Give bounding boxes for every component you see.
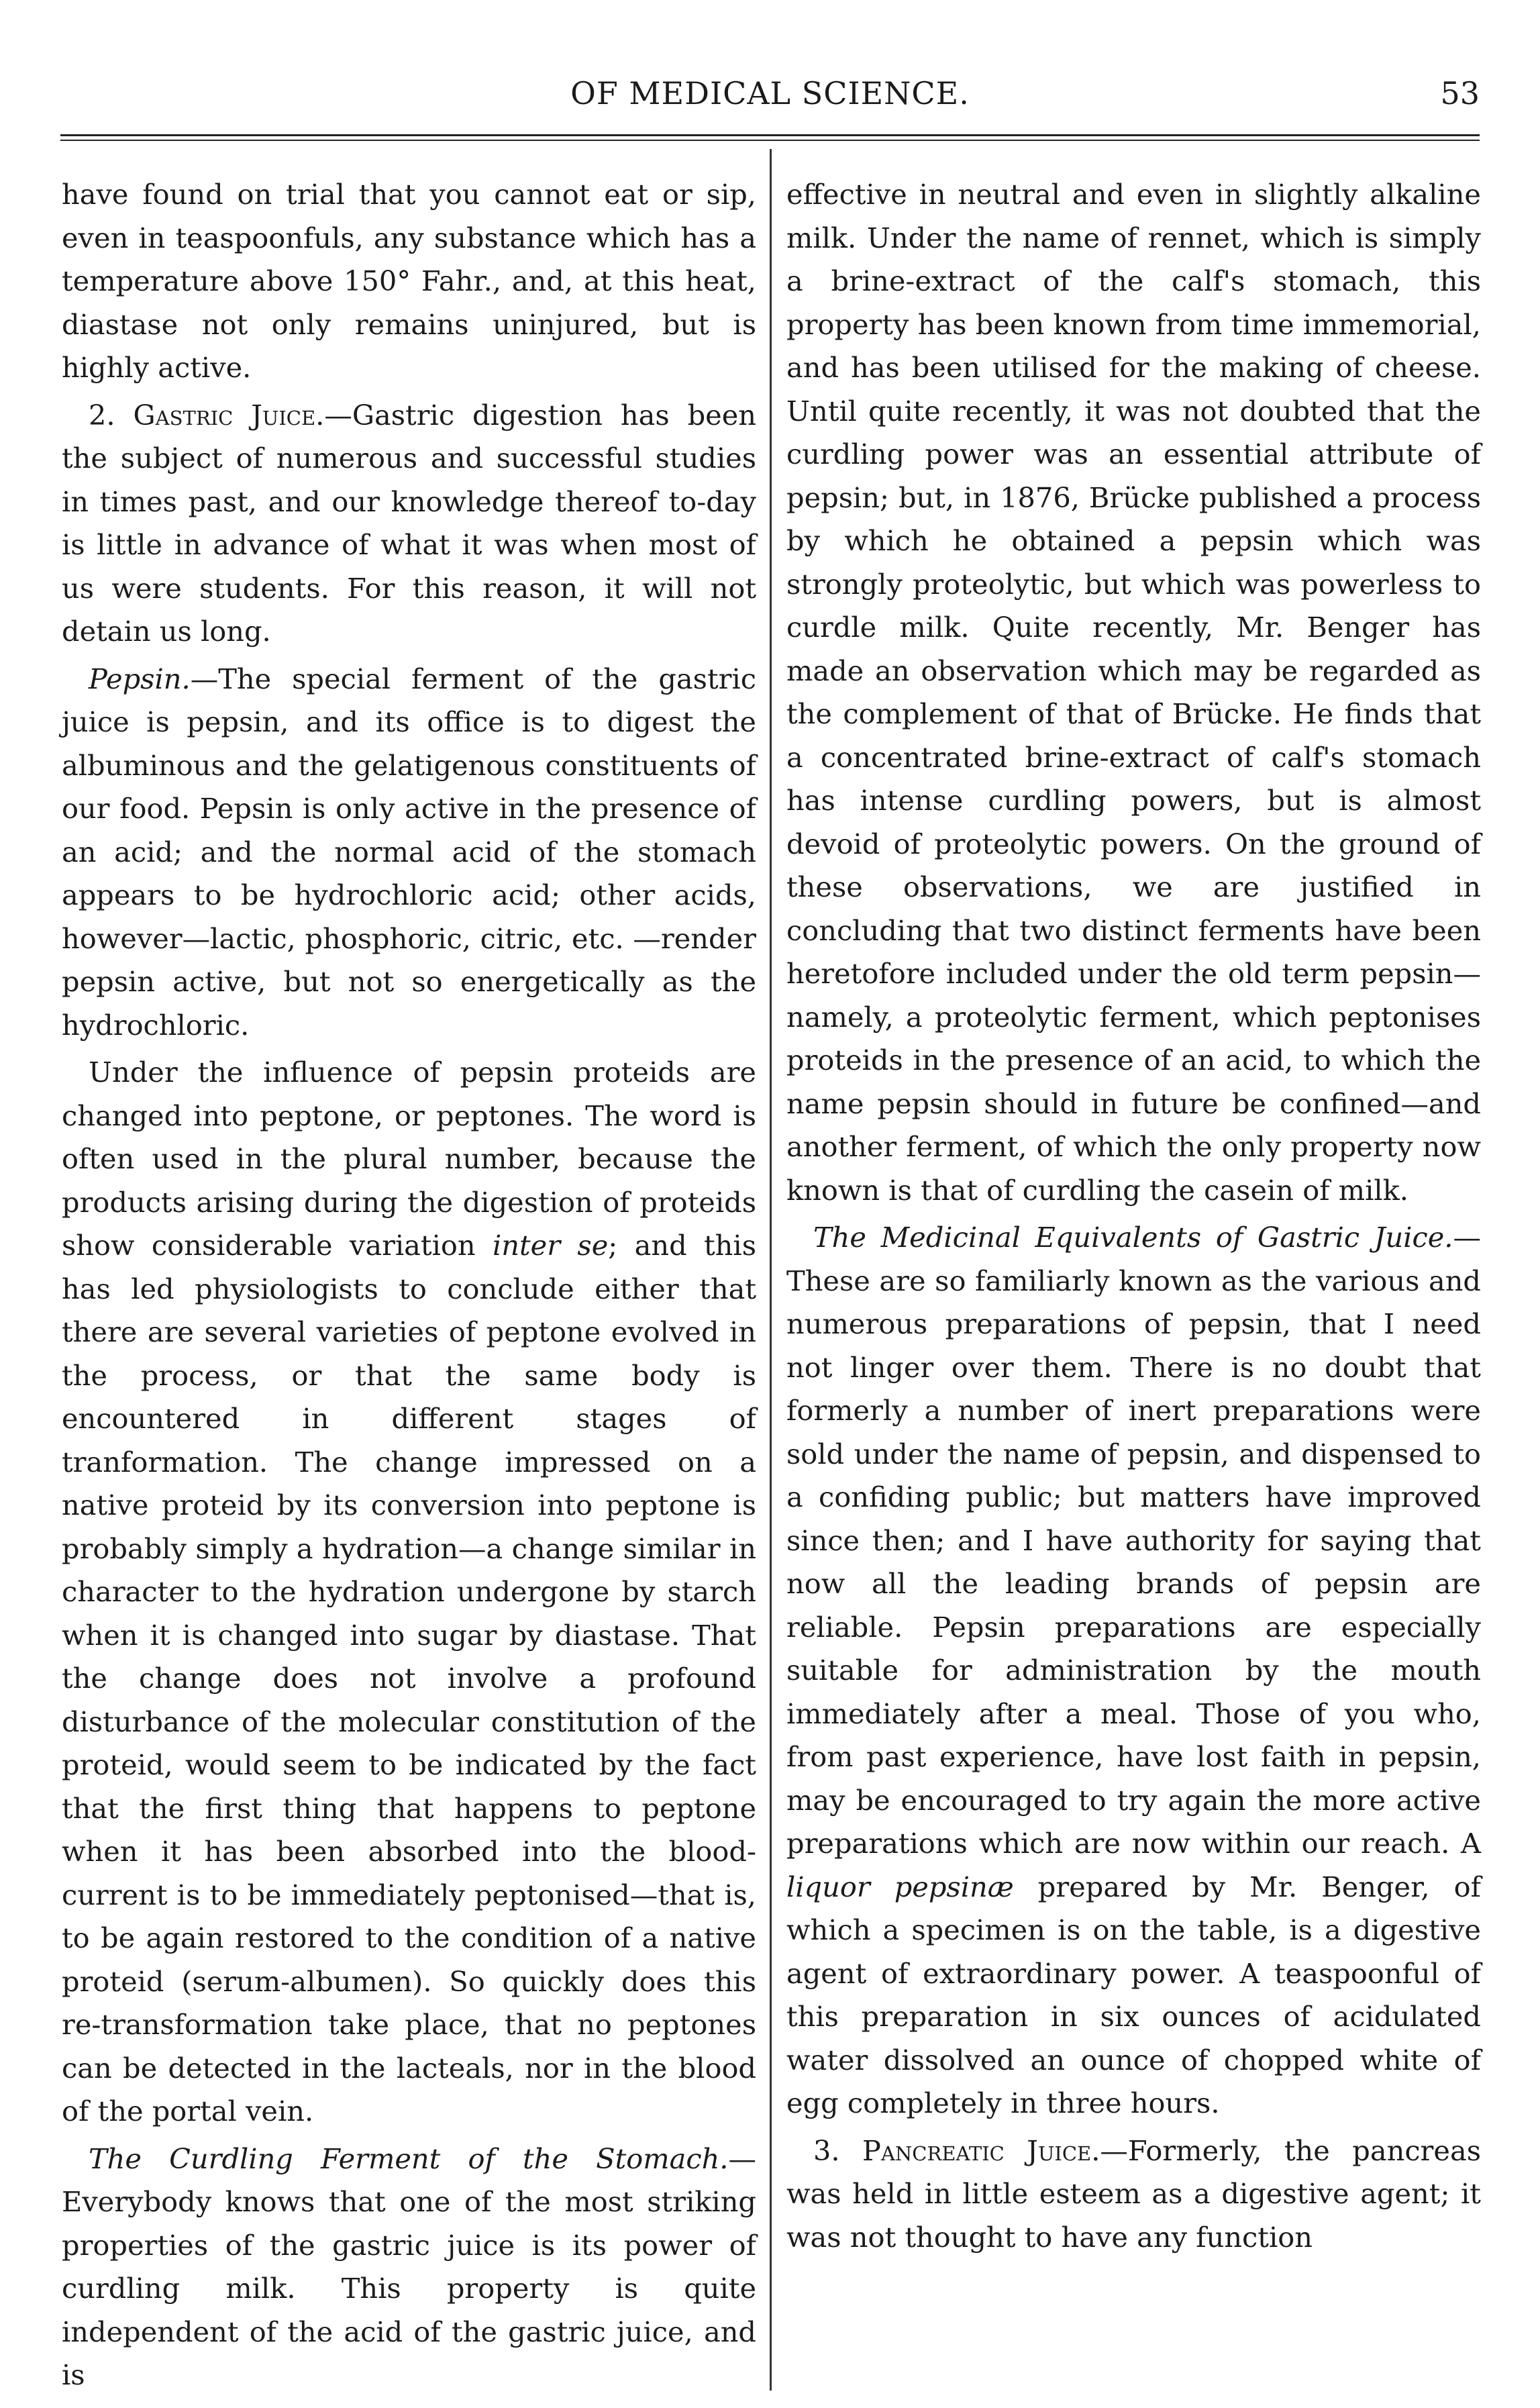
paragraph [786,2129,1481,2260]
italic-phrase: liquor pepsinæ [786,1870,1014,1903]
paragraph-text: prepared by Mr. Benger, of which a specimen is on the table, is a digestive agent of extraordinary power. A teaspoonful of this preparation in six ounces of acidulated water dissolved an ounce of chopped white of egg completely in three hours. [786,1870,1481,2119]
left-column [62,173,756,2397]
italic-phrase: inter se [492,1229,609,1262]
paragraph [62,1051,756,2134]
section-heading: 2. Gastric Juice. [89,398,325,432]
paragraph [62,658,756,1048]
right-column [786,173,1481,2259]
subsection-heading: The Curdling Ferment of the Stomach. [89,2142,729,2175]
paragraph [62,2138,756,2397]
paragraph-text: — Everybody knows that one of the most striking properties of the gastric juice is its power of curdling milk. This property is quite independent of the acid of the gastric juice, and is [62,2142,756,2391]
column-divider [770,149,772,2391]
page-number: 53 [1440,75,1480,111]
paragraph-text: —The special ferment of the gastric juice is pepsin, and its office is to digest the albuminous and the gelatigenous constituents of our food. Pepsin is only active in the presence of an acid; and the normal acid of the stomach appears to be hydrochloric acid; other acids, however—lactic, phosphoric, citric, etc. —render pepsin active, but not so energetically as the hydrochloric. [62,662,756,1042]
running-title: OF MEDICAL SCIENCE. [570,75,970,111]
subsection-heading: Pepsin. [89,662,191,695]
header-rule-top [60,134,1480,136]
subsection-heading: The Medicinal Equivalents of Gastric Juice. [813,1221,1453,1254]
header-rule-bottom [60,140,1480,141]
paragraph-text: —Formerly, the pancreas was held in little esteem as a digestive agent; it was not thought to have any function [786,2134,1481,2254]
paragraph-text: —Gastric digestion has been the subject of numerous and successful studies in times past, and our knowledge thereof to-day is little in advance of what it was when most of us were students. For this reason, it will not detain us long. [62,398,756,648]
section-heading: 3. Pancreatic Juice. [813,2134,1100,2167]
page-header [60,75,1480,129]
paragraph: have found on trial that you cannot eat or sip, even in teaspoonfuls, any substance which has a temperature above 150° Fahr., and, at this heat, diastase not only remains uninjured, but is highly active. [62,178,756,384]
paragraph-text: —These are so familiarly known as the various and numerous preparations of pepsin, that I need not linger over them. There is no doubt that formerly a number of inert preparations were sold under the name of pepsin, and dispensed to a confiding public; but matters have improved since then; and I have authority for saying that now all the leading brands of pepsin are reliable. Pepsin preparations are especially suitable for administration by the mouth immediately after a meal. Those of you who, from past experience, have lost faith in pepsin, may be encouraged to try again the more active preparations which are now within our reach. A [786,1221,1481,1860]
paragraph [786,1216,1481,2125]
paragraph-text: ; and this has led physiologists to conclude either that there are several varieties of peptone evolved in the process, or that the same body is encountered in different stages of tranformation. The change impressed on a native proteid by its conversion into peptone is probably simply a hydration—a change similar in character to the hydration undergone by starch when it is changed into sugar by diastase. That the change does not involve a profound disturbance of the molecular constitution of the proteid, would seem to be indicated by the fact that the first thing that happens to peptone when it has been absorbed into the blood-current is to be immediately peptonised—that is, to be again restored to the condition of a native proteid (serum-albumen). So quickly does this re-transformation take place, that no peptones can be detected in the lacteals, nor in the blood of the portal vein. [62,1229,756,2127]
paragraph [62,394,756,654]
paragraph-text: Under the influence of pepsin proteids are changed into peptone, or peptones. The word is often used in the plural number, because the products arising during the digestion of proteids show considerable variation [62,1056,756,1262]
paragraph: effective in neutral and even in slightly alkaline milk. Under the name of rennet, which is simply a brine-extract of the calf's stomach, this property has been known from time immemorial, and has been utilised for the making of cheese. Until quite recently, it was not doubted that the curdling power was an essential attribute of pepsin; but, in 1876, Brücke published a process by which he obtained a pepsin which was strongly proteolytic, but which was powerless to curdle milk. Quite recently, Mr. Benger has made an observation which may be regarded as the complement of that of Brücke. He finds that a concentrated brine-extract of calf's stomach has intense curdling powers, but is almost devoid of proteolytic powers. On the ground of these observations, we are justified in concluding that two distinct ferments have been heretofore included under the old term pepsin—namely, a proteolytic ferment, which peptonises proteids in the presence of an acid, to which the name pepsin should in future be confined—and another ferment, of which the only property now known is that of curdling the casein of milk. [786,178,1481,1207]
